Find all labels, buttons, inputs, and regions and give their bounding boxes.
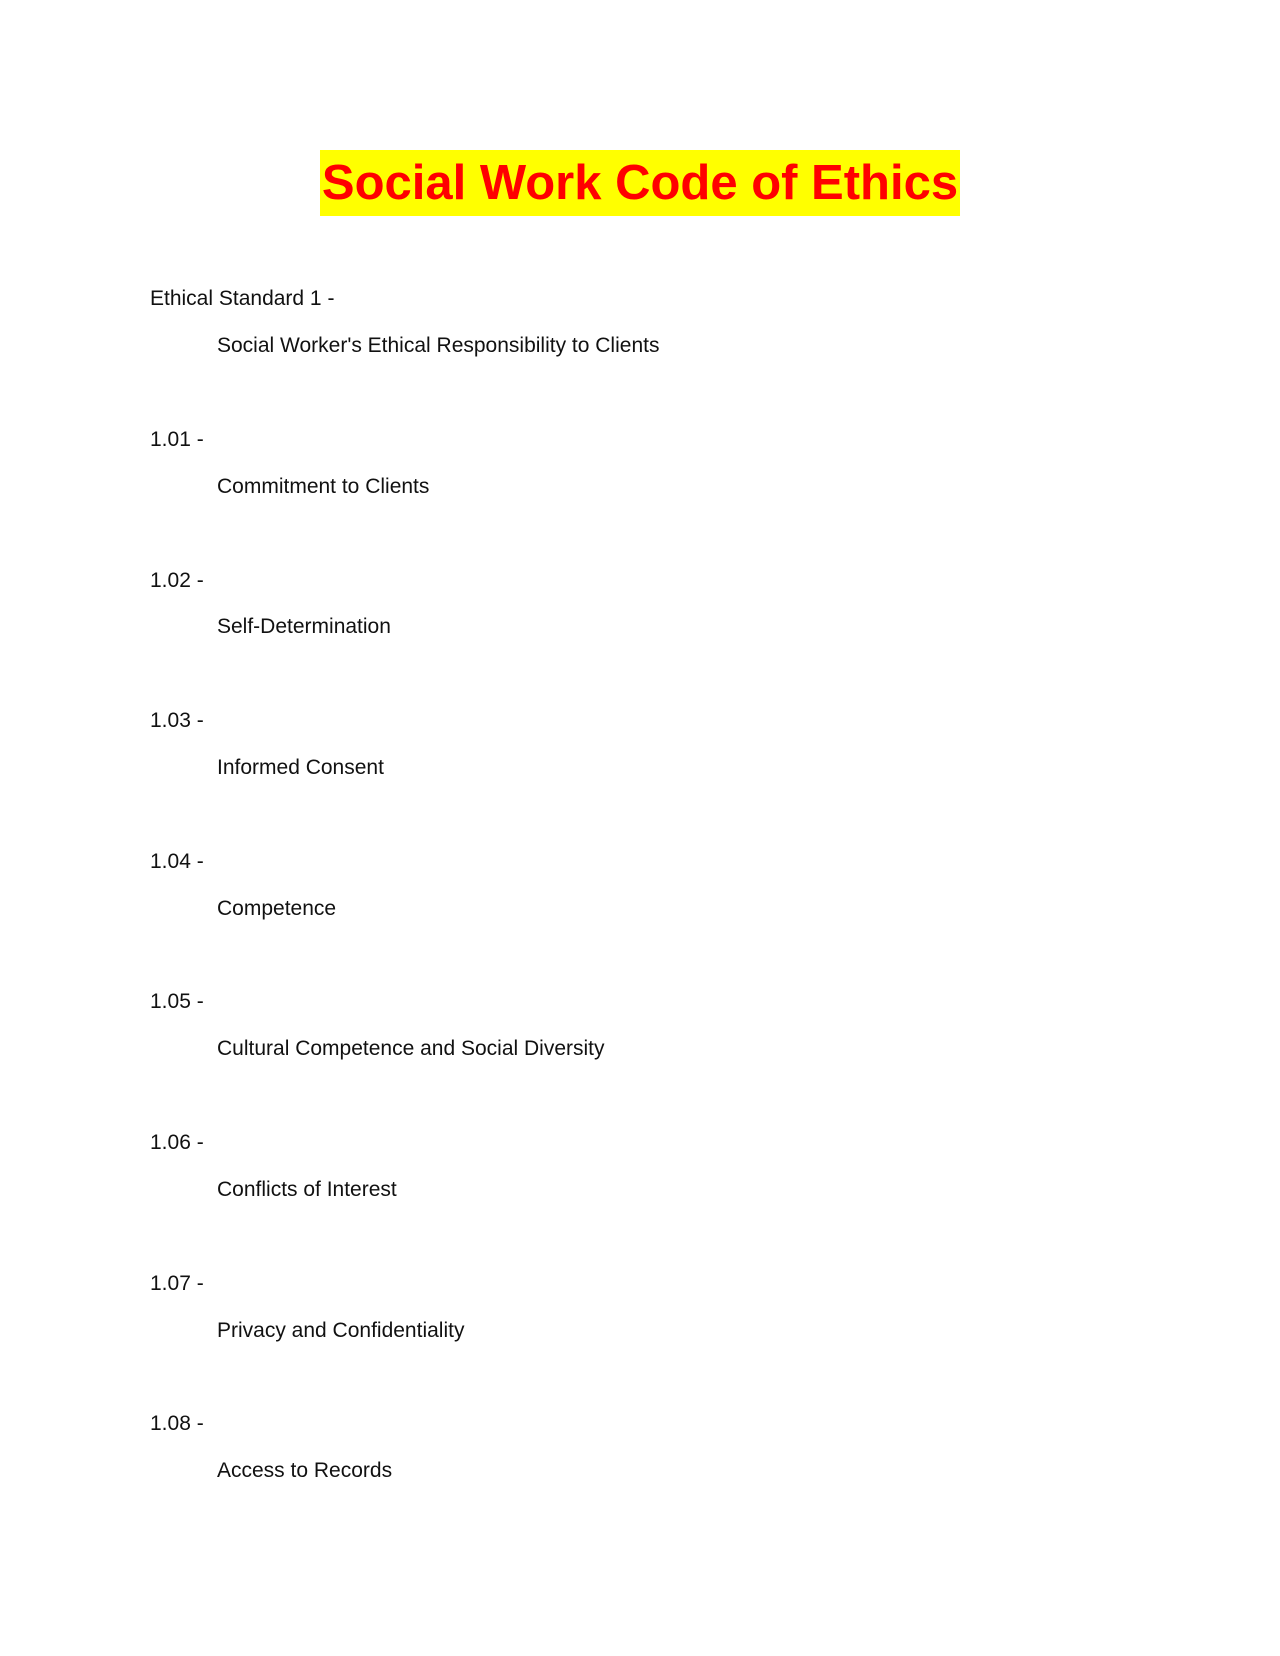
standard-description: Social Worker's Ethical Responsibility to Clients xyxy=(217,334,660,357)
section-number-1-06: 1.06 - xyxy=(150,1131,204,1154)
section-title-1-04: Competence xyxy=(217,897,337,920)
section-title-1-07: Privacy and Confidentiality xyxy=(217,1319,465,1342)
section-title-1-01: Commitment to Clients xyxy=(217,475,430,498)
section-number-1-02: 1.02 - xyxy=(150,569,204,592)
section-number-1-04: 1.04 - xyxy=(150,850,204,873)
page-title: Social Work Code of Ethics xyxy=(320,150,960,216)
standard-label: Ethical Standard 1 - xyxy=(150,287,335,310)
section-title-1-02: Self-Determination xyxy=(217,615,391,638)
section-number-1-03: 1.03 - xyxy=(150,709,204,732)
section-title-1-05: Cultural Competence and Social Diversity xyxy=(217,1037,605,1060)
section-title-1-08: Access to Records xyxy=(217,1459,393,1482)
title-container xyxy=(0,150,1280,216)
section-number-1-05: 1.05 - xyxy=(150,990,204,1013)
section-title-1-03: Informed Consent xyxy=(217,756,384,779)
section-number-1-07: 1.07 - xyxy=(150,1272,204,1295)
section-number-1-08: 1.08 - xyxy=(150,1412,204,1435)
section-number-1-01: 1.01 - xyxy=(150,428,204,451)
section-title-1-06: Conflicts of Interest xyxy=(217,1178,397,1201)
